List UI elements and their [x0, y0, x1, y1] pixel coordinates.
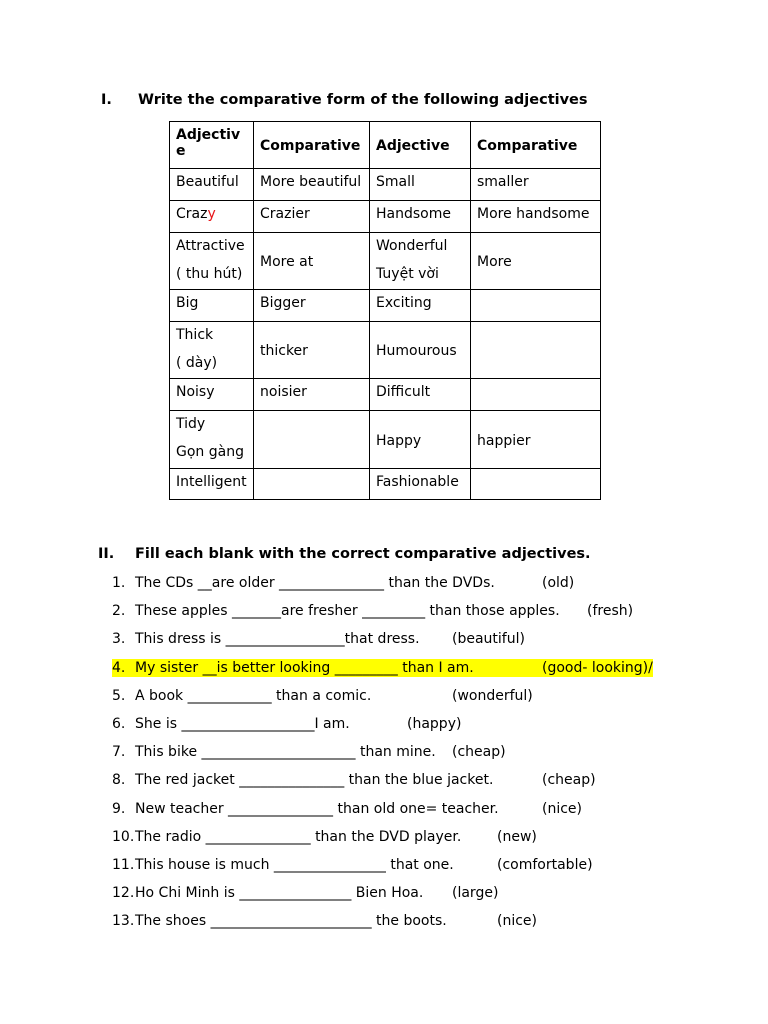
- exercise-sentence: She is ___________________I am.: [135, 715, 350, 732]
- exercise-item: [112, 800, 582, 828]
- header-comparative-1: Comparative: [254, 122, 370, 169]
- comparative-cell: [471, 379, 601, 411]
- exercise-number: 7.: [112, 744, 126, 761]
- header-adjective-2: Adjective: [370, 122, 471, 169]
- adjective-cell: Big: [170, 290, 254, 322]
- section-1-title: Write the comparative form of the following adjectives: [138, 92, 588, 108]
- exercise-line: [112, 716, 350, 732]
- exercise-hint: (old): [542, 575, 575, 591]
- adjective-text: Tidy: [176, 416, 206, 432]
- adjective-cell: Beautiful: [170, 169, 254, 201]
- red-letter: y: [207, 206, 216, 222]
- exercise-item: [112, 912, 560, 940]
- exercise-hint: (nice): [542, 800, 582, 817]
- exercise-line: [112, 772, 493, 788]
- translation-text: Tuyệt vời: [376, 266, 439, 282]
- adjective-cell: Happy: [370, 411, 471, 469]
- comparative-cell: [471, 469, 601, 500]
- adjective-cell: [170, 411, 254, 469]
- exercise-number: 9.: [112, 800, 126, 817]
- exercise-item: [112, 771, 596, 799]
- exercise-number: 2.: [112, 603, 126, 620]
- exercise-item: [112, 715, 560, 743]
- exercise-sentence: The radio _______________ than the DVD player.: [135, 828, 462, 845]
- comparative-cell: More handsome: [471, 201, 601, 233]
- comparative-cell: [471, 290, 601, 322]
- exercise-sentence: My sister __is better looking _________ than I am.: [135, 659, 474, 676]
- exercise-hint: (new): [497, 828, 537, 845]
- exercise-hint: (comfortable): [497, 856, 593, 873]
- exercise-sentence: The shoes _______________________ the boots.: [135, 913, 447, 930]
- adjective-cell: Small: [370, 169, 471, 201]
- adjective-text: Thick: [176, 327, 214, 343]
- exercise-hint: (large): [452, 885, 499, 902]
- exercise-hint: (cheap): [542, 772, 596, 789]
- exercise-sentence: New teacher _______________ than old one= teacher.: [135, 800, 499, 817]
- exercise-number: 3.: [112, 631, 126, 648]
- exercise-hint: (good- looking)/: [542, 659, 653, 676]
- exercise-number: 8.: [112, 772, 126, 789]
- exercise-number: 4.: [112, 659, 126, 676]
- exercise-hint: (cheap): [452, 744, 506, 761]
- exercise-sentence: This bike ______________________ than mine.: [135, 744, 436, 761]
- exercise-item: [112, 884, 560, 912]
- adjective-cell: [170, 322, 254, 379]
- table-row: [170, 290, 601, 322]
- adjective-cell: Exciting: [370, 290, 471, 322]
- exercise-sentence: The CDs __are older _______________ than the DVDs.: [135, 575, 495, 591]
- translation-text: ( dày): [176, 355, 218, 371]
- table-header-row: [170, 122, 601, 169]
- exercise-number: 11.: [112, 856, 135, 873]
- adjective-cell: Fashionable: [370, 469, 471, 500]
- exercise-number: 6.: [112, 715, 126, 732]
- comparative-cell: thicker: [254, 322, 370, 379]
- exercise-sentence: The red jacket _______________ than the blue jacket.: [135, 772, 494, 789]
- exercise-line: [112, 744, 436, 760]
- exercise-item: [112, 630, 560, 658]
- exercise-hint: (fresh): [587, 603, 634, 620]
- adjective-cell: Noisy: [170, 379, 254, 411]
- exercise-sentence: This house is much ________________ that one.: [135, 856, 454, 873]
- exercise-sentence: Ho Chi Minh is ________________ Bien Hoa.: [135, 885, 424, 902]
- exercise-item: [112, 659, 653, 687]
- exercise-hint: (beautiful): [452, 631, 525, 648]
- adjective-cell: [170, 233, 254, 290]
- exercise-item: [112, 574, 575, 602]
- comparative-cell: [254, 469, 370, 500]
- exercise-number: 1.: [112, 575, 126, 591]
- exercise-hint: (nice): [497, 913, 537, 930]
- comparative-cell: [471, 322, 601, 379]
- adjective-cell: [170, 201, 254, 233]
- exercise-sentence: This dress is _________________that dress.: [135, 631, 420, 648]
- exercise-line: [112, 801, 499, 817]
- exercise-line: [112, 913, 447, 929]
- section-2-number: II.: [98, 546, 115, 562]
- header-adjective-1: Adjective: [170, 122, 254, 169]
- section-1-number: I.: [101, 92, 112, 108]
- adjective-cell: Intelligent: [170, 469, 254, 500]
- exercise-sentence: These apples _______are fresher _________ than those apples.: [135, 603, 560, 620]
- section-2-title: Fill each blank with the correct comparative adjectives.: [135, 546, 591, 562]
- translation-text: Gọn gàng: [176, 444, 244, 460]
- table-row: [170, 322, 601, 379]
- exercise-line: [112, 603, 560, 619]
- comparative-cell: [254, 411, 370, 469]
- exercise-line: [112, 885, 423, 901]
- exercise-number: 12.: [112, 885, 135, 902]
- comparative-cell: Crazier: [254, 201, 370, 233]
- exercise-number: 5.: [112, 687, 126, 704]
- comparative-cell: smaller: [471, 169, 601, 201]
- exercise-line: [112, 575, 495, 591]
- exercise-list: [112, 574, 653, 940]
- comparative-cell: happier: [471, 411, 601, 469]
- adjective-cell: [370, 233, 471, 290]
- adjective-cell: Handsome: [370, 201, 471, 233]
- comparative-cell: Bigger: [254, 290, 370, 322]
- exercise-number: 13.: [112, 913, 135, 930]
- comparative-cell: More beautiful: [254, 169, 370, 201]
- table-row: [170, 169, 601, 201]
- table-row: [170, 379, 601, 411]
- exercise-line: [112, 688, 371, 704]
- adjective-cell: Difficult: [370, 379, 471, 411]
- exercise-hint: (wonderful): [452, 687, 533, 704]
- translation-text: ( thu hút): [176, 266, 243, 282]
- exercise-line: [112, 631, 420, 647]
- exercise-item: [112, 856, 593, 884]
- table-row: [170, 469, 601, 500]
- exercise-sentence: A book ____________ than a comic.: [135, 687, 372, 704]
- exercise-line: [112, 857, 454, 873]
- comparative-cell: More: [471, 233, 601, 290]
- adjective-text: Attractive: [176, 238, 245, 254]
- comparative-cell: More at: [254, 233, 370, 290]
- exercise-item: [112, 602, 634, 630]
- comparative-cell: noisier: [254, 379, 370, 411]
- exercise-item: [112, 687, 560, 715]
- adjectives-table: [169, 121, 601, 500]
- exercise-item: [112, 828, 560, 856]
- highlighted-sentence: [112, 659, 542, 677]
- header-comparative-2: Comparative: [471, 122, 601, 169]
- exercise-line: [112, 829, 461, 845]
- adjective-text: Craz: [176, 206, 208, 222]
- adjective-text: Wonderful: [376, 238, 448, 254]
- table-row: [170, 233, 601, 290]
- adjective-cell: Humourous: [370, 322, 471, 379]
- table-row: [170, 411, 601, 469]
- exercise-number: 10.: [112, 828, 135, 845]
- exercise-hint: (happy): [407, 715, 462, 732]
- exercise-item: [112, 743, 560, 771]
- table-row: [170, 201, 601, 233]
